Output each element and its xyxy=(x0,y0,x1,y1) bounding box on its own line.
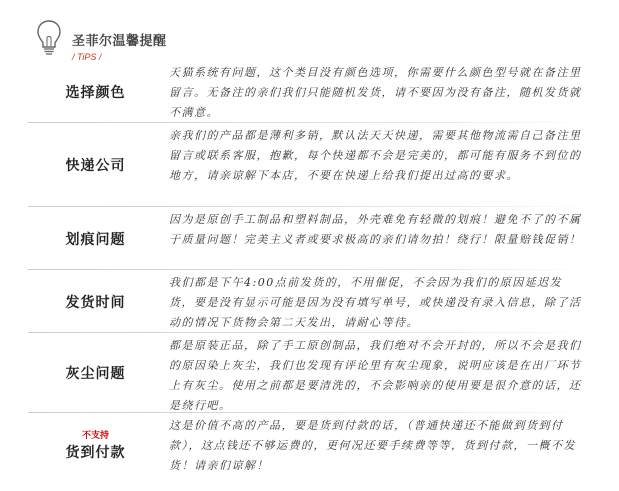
notice-row-shipping-time xyxy=(28,270,596,333)
notice-row-color xyxy=(28,60,596,123)
notice-label-cell xyxy=(28,413,163,477)
notice-row-courier xyxy=(28,123,596,207)
notice-label-cell xyxy=(28,60,163,123)
notice-label: 货到付款 xyxy=(65,445,126,461)
notice-text: 这是价值不高的产品，要是货到付款的话，（普通快递还不能做到货到付款），这点钱还不够运费的，更何况还要手续费等等，货到付款，一概不发货！请亲们谅解！ xyxy=(169,419,576,472)
notice-row-dust xyxy=(28,333,596,413)
notice-label: 发货时间 xyxy=(65,294,126,311)
notice-label-cell xyxy=(28,333,163,413)
notice-label: 划痕问题 xyxy=(65,231,126,248)
notice-row-cod xyxy=(28,413,596,477)
not-supported-label: 不支持 xyxy=(81,431,109,441)
notice-label: 灰尘问题 xyxy=(65,366,126,382)
notice-label: 快递公司 xyxy=(65,158,126,174)
notice-text: 我们都是下午4:00点前发货的，不用催促，不会因为我们的原因延迟发货，要是没有显示可能是因为没有填写单号，或快递没有录入信息，除了活动的情况下货物会第二天发出，请耐心等待。 xyxy=(169,276,582,329)
header-title-block xyxy=(72,30,167,62)
notice-text: 亲我们的产品都是薄利多销，默认法天天快递，需要其他物流需自己备注里留言或联系客服，抱歉，每个快递都不会是完美的，都可能有服务不到位的地方，请亲谅解下本店，不要在快递上给我们提出过高的要求。 xyxy=(169,129,582,182)
notice-text: 天猫系统有问题，这个类目没有颜色选项，你需要什么颜色型号就在备注里留言。无备注的亲们我们只能随机发货，请不要因为没有备注，随机发货就不满意。 xyxy=(169,66,582,119)
lightbulb-icon xyxy=(36,18,62,58)
notice-text: 因为是原创手工制品和塑料制品，外壳难免有轻微的划痕！避免不了的不属于质量问题！完美主义者或要求极高的亲们请勿拍！绕行！限量赔钱促销！ xyxy=(169,213,582,246)
tips-label: / TiPS / xyxy=(72,52,102,62)
notice-label: 选择颜色 xyxy=(65,84,126,101)
notice-label-cell xyxy=(28,270,163,333)
page-title: 圣菲尔温馨提醒 xyxy=(72,34,167,49)
notice-row-scratch xyxy=(28,207,596,270)
notice-table xyxy=(28,60,596,477)
notice-text: 都是原装正品，除了手工原创制品，我们绝对不会开封的，所以不会是我们的原因染上灰尘，我们也发现有评论里有灰尘现象，说明应该是在出厂环节上有灰尘。使用之前都是要清洗的，不会影响亲的使用要是很介意的话，还是绕行吧。 xyxy=(169,339,582,412)
notice-label-cell xyxy=(28,207,163,270)
notice-label-cell xyxy=(28,123,163,207)
